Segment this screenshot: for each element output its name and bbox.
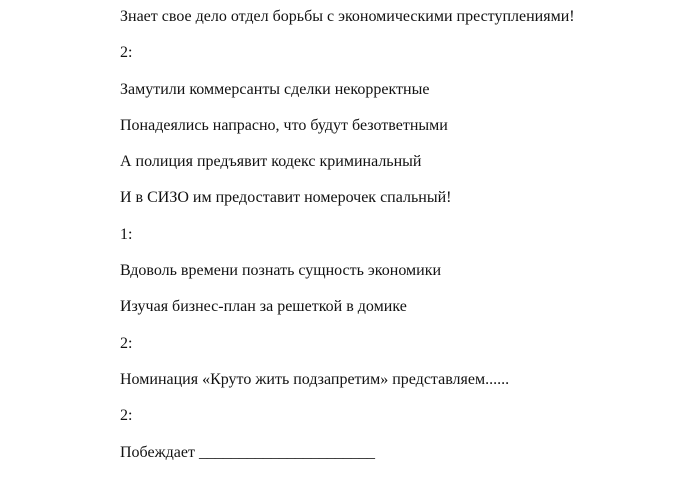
text-line: А полиция предъявит кодекс криминальный <box>120 153 422 171</box>
text-line: Номинация «Круто жить подзапретим» представляем...... <box>120 370 510 388</box>
speaker-label: 2: <box>120 44 133 62</box>
speaker-label: 1: <box>120 225 133 243</box>
text-line: Замутили коммерсанты сделки некорректные <box>120 80 430 98</box>
text-line: Знает свое дело отдел борьбы с экономическими преступлениями! <box>120 8 575 25</box>
speaker-label: 2: <box>120 334 133 352</box>
document-page <box>120 5 575 477</box>
text-line: Понадеялись напрасно, что будут безответными <box>120 116 448 134</box>
winner-blank-line: Побеждает ______________________ <box>120 443 375 461</box>
text-line: И в СИЗО им предоставит номерочек спальный! <box>120 189 452 207</box>
speaker-label: 2: <box>120 407 133 425</box>
text-line: Вдоволь времени познать сущность экономики <box>120 262 442 280</box>
text-line: Изучая бизнес-план за решеткой в домике <box>120 298 407 316</box>
